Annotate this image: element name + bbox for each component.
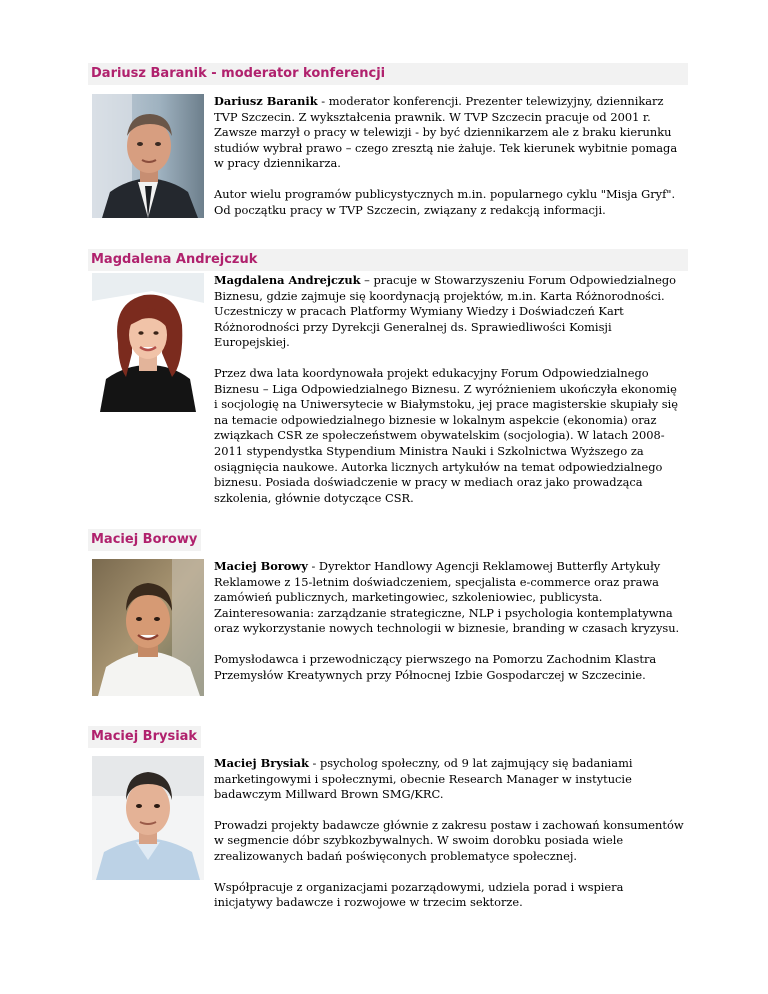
speaker-section [88,726,688,910]
bio-intro-paragraph [214,559,684,637]
bio-intro: – pracuje w Stowarzyszeniu Forum Odpowiedzialnego Biznesu, gdzie zajmuje się koordynacją projektów, m.in. Karta Różnorodności. Uczestniczy w pracach Platformy Wymiany Wiedzy i Doświadczeń Kart Różnorodności przy Dyrekcji Generalnej ds. Sprawiedliwości Komisji Europejskiej. [214,273,677,350]
speaker-name: Maciej Borowy [214,559,308,573]
bio-intro: - moderator konferencji. Prezenter telewizyjny, dziennikarz TVP Szczecin. Z wykształcenia prawnik. W TVP Szczecin pracuje od 2001 r. Zawsze marzył o pracy w telewizji - by być dziennikarzem ale z braku kierunku studiów wybrał prawo – czego zresztą nie żałuje. Tek kierunek wybitnie pomaga w pracy dziennikarza. [214,94,678,171]
bio-intro-paragraph [214,756,684,803]
speaker-heading: Maciej Borowy [88,529,201,551]
speaker-photo-brysiak [92,756,204,880]
bio-paragraph: Pomysłodawca i przewodniczący pierwszego na Pomorzu Zachodnim Klastra Przemysłów Kreatywnych przy Północnej Izbie Gospodarczej w Szczecinie. [214,651,657,682]
speaker-section [88,529,688,682]
speaker-photo-borowy [92,559,204,696]
speaker-name: Magdalena Andrejczuk [214,273,361,287]
speaker-photo-andrejczuk [92,273,204,412]
bio-intro-paragraph [214,94,684,172]
speaker-section [88,63,688,217]
speaker-name: Dariusz Baranik [214,94,318,108]
speaker-name: Maciej Brysiak [214,756,309,770]
speaker-bio [214,273,684,521]
bio-paragraph: Prowadzi projekty badawcze głównie z zakresu postaw i zachowań konsumentów w segmencie dóbr szybkozbywalnych. W swoim dorobku posiada wiele zrealizowanych badań poświęconych problematyce społecznej. [214,817,684,863]
bio-intro: - Dyrektor Handlowy Agencji Reklamowej Butterfly Artykuły Reklamowe z 15-letnim doświadczeniem, specjalista e-commerce oraz prawa zamówień publicznych, marketingowiec, szkoleniowiec, publicysta. Zainteresowania: zarządzanie strategiczne, NLP i psychologia kontemplatywna oraz wykorzystanie nowych technologii w biznesie, branding w czasach kryzysu. [214,559,680,636]
speaker-bio [214,94,684,233]
speaker-bio [214,756,684,926]
bio-intro: - psycholog społeczny, od 9 lat zajmujący się badaniami marketingowymi i społecznymi, obecnie Research Manager w instytucie badawczym Millward Brown SMG/KRC. [214,756,633,802]
bio-paragraph: Przez dwa lata koordynowała projekt edukacyjny Forum Odpowiedzialnego Biznesu – Liga Odpowiedzialnego Biznesu. Z wyróżnieniem ukończyła ekonomię i socjologię na Uniwersytecie w Białymstoku, jej prace magisterskie skupiały się na temacie odpowiedzialnego biznesie w lokalnym aspekcie (ekonomia) oraz związkach CSR ze społeczeństwem obywatelskim (socjologia). W latach 2008-2011 stypendystka Stypendium Ministra Nauki i Szkolnictwa Wyższego za osiągnięcia naukowe. Autorka licznych artykułów na temat odpowiedzialnego biznesu. Posiada doświadczenie w pracy w mediach oraz jako prowadząca szkolenia, głównie dotyczące CSR. [214,365,679,505]
speaker-bio [214,559,684,698]
speaker-photo-baranik [92,94,204,218]
bio-paragraph: Autor wielu programów publicystycznych m.in. popularnego cyklu "Misja Gryf". Od początku pracy w TVP Szczecin, związany z redakcją informacji. [214,186,676,217]
speaker-section [88,249,688,505]
bio-intro-paragraph [214,273,684,351]
speaker-heading: Maciej Brysiak [88,726,201,748]
speaker-heading: Magdalena Andrejczuk [88,249,688,271]
bio-paragraph: Współpracuje z organizacjami pozarządowymi, udziela porad i wspiera inicjatywy badawcze i rozwojowe w trzecim sektorze. [214,879,624,910]
speaker-heading: Dariusz Baranik - moderator konferencji [88,63,688,85]
